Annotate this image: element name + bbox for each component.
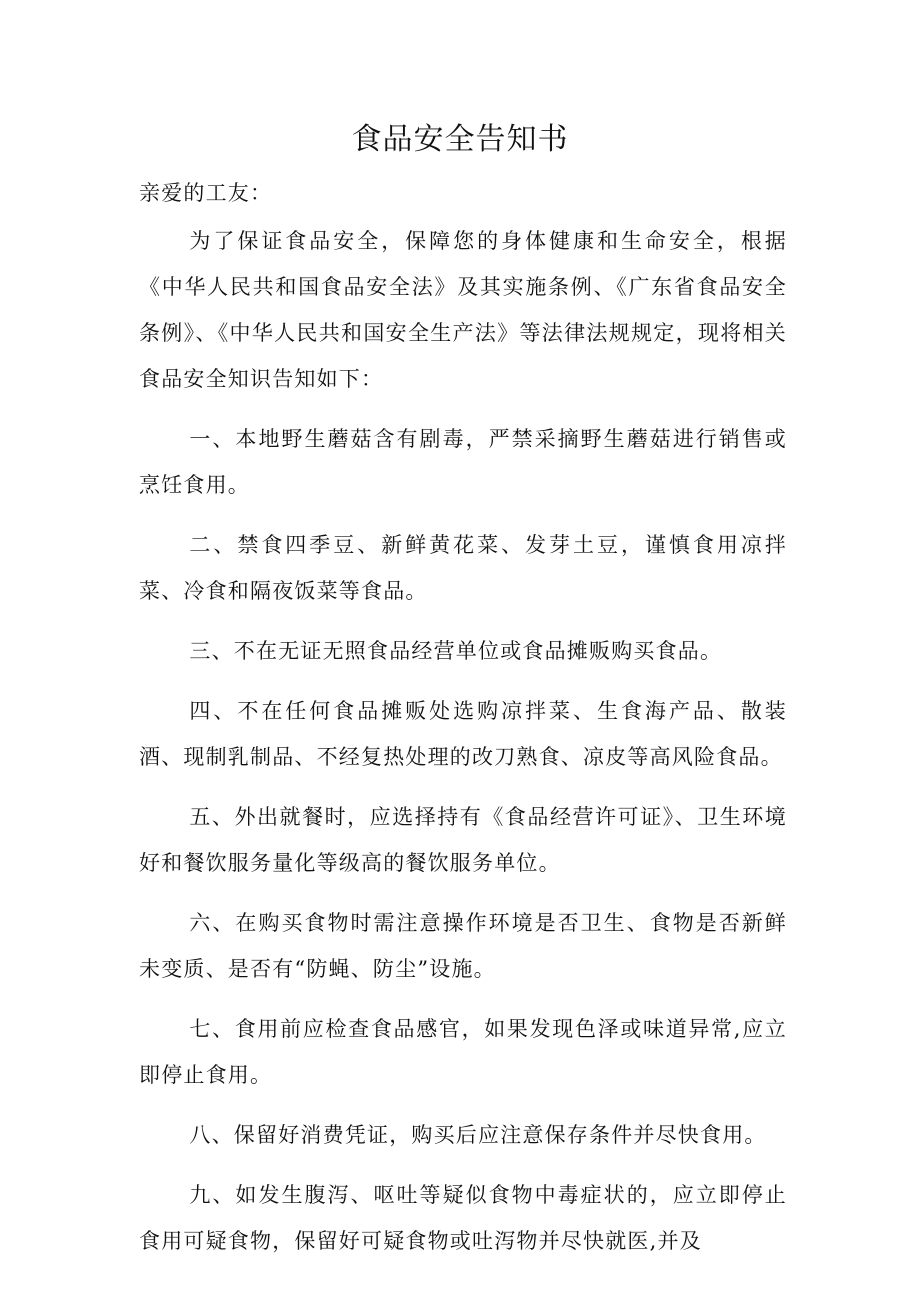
notice-item-8: 八、保留好消费凭证，购买后应注意保存条件并尽快食用。: [189, 1123, 767, 1147]
notice-item-4: 四、不在任何食品摊贩处选购凉拌菜、生食海产品、散装酒、现制乳制品、不经复热处理的改刀熟食、凉皮等高风险食品。: [139, 699, 787, 769]
notice-item-3: 三、不在无证无照食品经营单位或食品摊贩购买食品。: [189, 639, 723, 663]
notice-item-7: 七、食用前应检查食品感官，如果发现色泽或味道异常,应立即停止食用。: [139, 1017, 787, 1087]
salutation: 亲爱的工友：: [139, 181, 273, 205]
intro-paragraph: 为了保证食品安全，保障您的身体健康和生命安全，根据《中华人民共和国食品安全法》及其实施条例、《广东省食品安全条例》、《中华人民共和国安全生产法》等法律法规规定，现将相关食品安全知识告知如下：: [139, 229, 787, 391]
notice-item-2: 二、禁食四季豆、新鲜黄花菜、发芽土豆，谨慎食用凉拌菜、冷食和隔夜饭菜等食品。: [139, 533, 787, 603]
document-body: [139, 170, 787, 1264]
notice-item-5: 五、外出就餐时，应选择持有《食品经营许可证》、卫生环境好和餐饮服务量化等级高的餐饮服务单位。: [139, 805, 787, 875]
document-title: 食品安全告知书: [351, 122, 569, 157]
notice-item-9: 九、如发生腹泻、呕吐等疑似食物中毒症状的，应立即停止食用可疑食物，保留好可疑食物或吐泻物并尽快就医,并及: [139, 1183, 787, 1253]
notice-item-1: 一、本地野生蘑菇含有剧毒，严禁采摘野生蘑菇进行销售或烹饪食用。: [139, 427, 787, 497]
notice-item-6: 六、在购买食物时需注意操作环境是否卫生、食物是否新鲜未变质、是否有“防蝇、防尘”设施。: [139, 911, 787, 981]
